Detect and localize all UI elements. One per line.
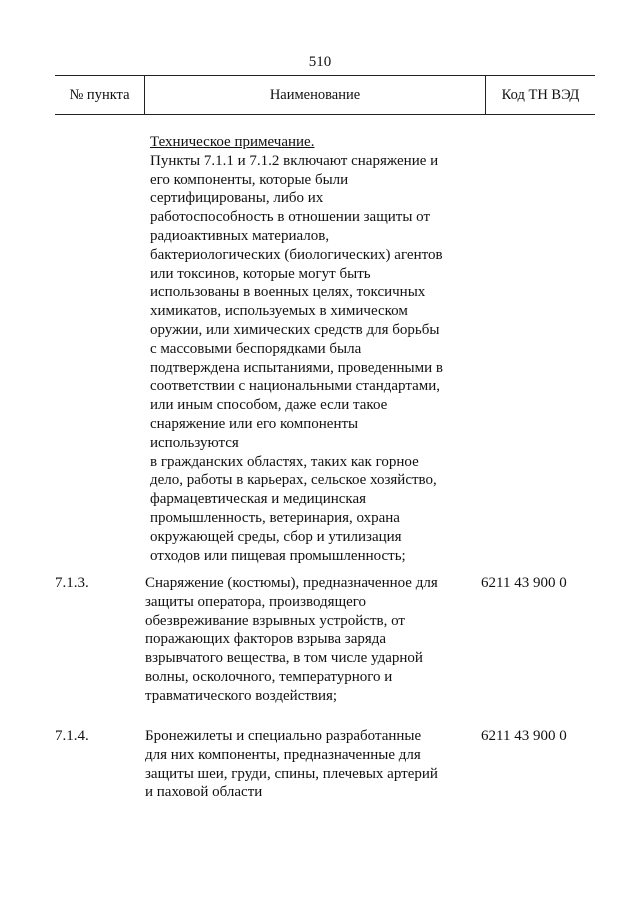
item-name-line: Бронежилеты и специально разработанные <box>145 728 422 744</box>
note-line: бактериологических (биологических) агентов <box>150 246 443 263</box>
note-line: окружающей среды, сбор и утилизация <box>150 528 402 545</box>
header-tn-ved-code: Код ТН ВЭД <box>501 87 580 103</box>
header-item-number: № пункта <box>55 76 145 114</box>
note-line: соответствии с национальными стандартами, <box>150 378 441 395</box>
note-line: его компоненты, которые были <box>150 171 349 188</box>
item-name-line: для них компоненты, предназначенные для <box>145 746 421 763</box>
table-header <box>55 75 595 115</box>
item-tn-ved-code: 6211 43 900 0 <box>481 728 567 744</box>
item-name <box>145 727 475 802</box>
note-line: фармацевтическая и медицинская <box>150 491 367 508</box>
note-line: промышленность, ветеринария, охрана <box>150 509 400 526</box>
item-number: 7.1.3. <box>55 575 89 591</box>
note-line: оружии, или химических средств для борьбы <box>150 321 440 338</box>
item-name-line: и паховой области <box>145 784 263 801</box>
item-name-line: травматического воздействия; <box>145 687 338 704</box>
item-number: 7.1.4. <box>55 728 89 744</box>
note-line: сертифицированы, либо их <box>150 190 324 207</box>
note-line: использованы в военных целях, токсичных <box>150 284 426 301</box>
note-line: или иным способом, даже если такое <box>150 397 388 414</box>
item-name-line: Снаряжение (костюмы), предназначенное для <box>145 575 438 591</box>
technical-note-title: Техническое примечание. <box>150 134 315 150</box>
note-line: в гражданских областях, таких как горное <box>150 453 419 470</box>
item-name-line: взрывчатого вещества, в том числе ударной <box>145 650 423 667</box>
page-number: 510 <box>308 54 332 70</box>
header-name: Наименование <box>145 76 486 114</box>
item-name-line: волны, осколочного, температурного и <box>145 668 393 685</box>
item-name-line: защиты оператора, производящего <box>145 593 367 610</box>
note-line: отходов или пищевая промышленность; <box>150 547 406 564</box>
note-line: радиоактивных материалов, <box>150 227 330 244</box>
note-line: с массовыми беспорядками была <box>150 340 362 357</box>
item-name-line: защиты шеи, груди, спины, плечевых артерий <box>145 765 438 782</box>
note-line: химикатов, используемых в химическом <box>150 303 408 320</box>
note-line: используются <box>150 434 239 451</box>
item-name-line: поражающих факторов взрыва заряда <box>145 631 387 648</box>
item-tn-ved-code: 6211 43 900 0 <box>481 575 567 591</box>
note-line: или токсинов, которые могут быть <box>150 265 371 282</box>
item-name-line: обезвреживание взрывных устройств, от <box>145 612 405 629</box>
item-name <box>145 574 475 706</box>
technical-note <box>150 133 490 565</box>
note-line: снаряжение или его компоненты <box>150 415 359 432</box>
note-line: работоспособность в отношении защиты от <box>150 209 431 226</box>
note-line: подтверждена испытаниями, проведенными в <box>150 359 443 376</box>
note-line: дело, работы в карьерах, сельское хозяйство, <box>150 472 437 489</box>
note-line: Пункты 7.1.1 и 7.1.2 включают снаряжение и <box>150 152 439 169</box>
